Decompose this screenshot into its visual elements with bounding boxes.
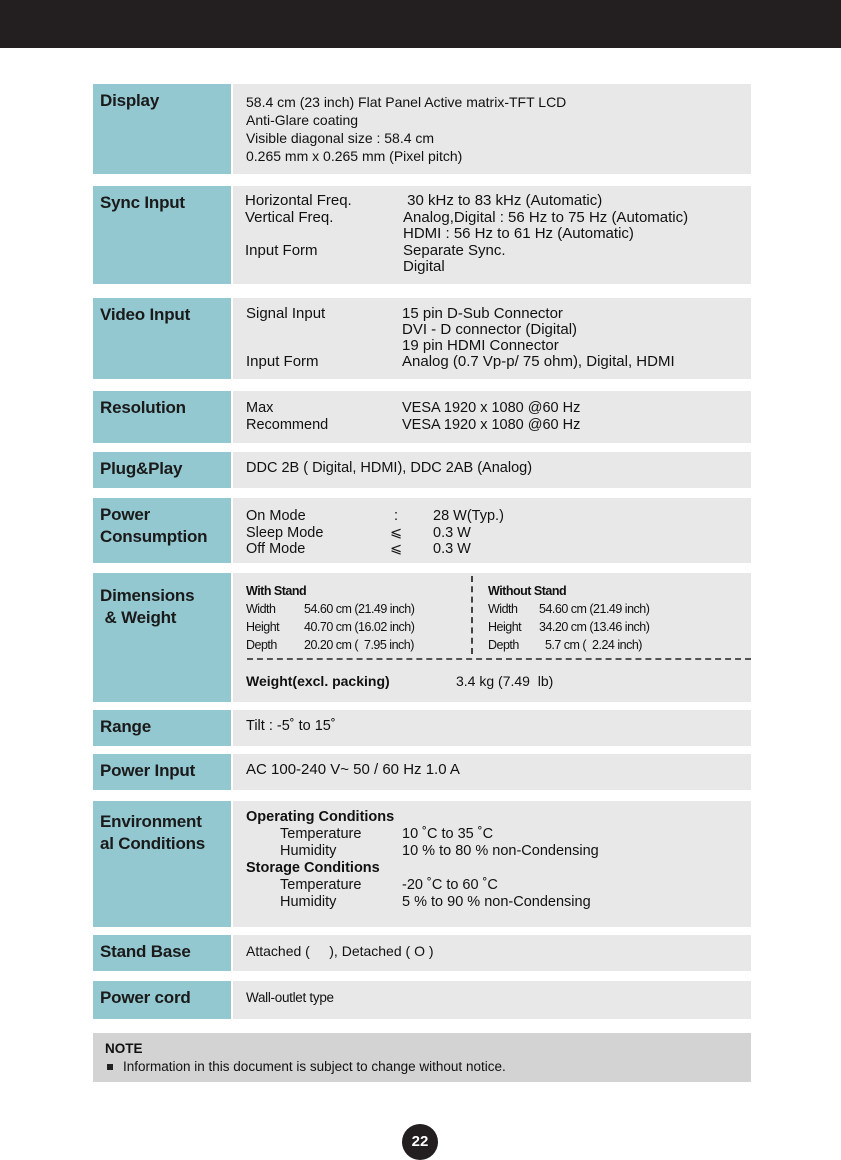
spec-row-power-consumption xyxy=(93,498,751,563)
without-stand-depth-key: Depth xyxy=(488,638,519,652)
dimensions-horizontal-divider xyxy=(247,658,751,660)
spec-row-sync-input xyxy=(93,186,751,284)
spec-label-power-cord: Power cord xyxy=(93,981,231,1019)
op-temperature-key: Temperature xyxy=(280,826,362,842)
display-line: 58.4 cm (23 inch) Flat Panel Active matrix-TFT LCD xyxy=(246,94,567,110)
spec-row-resolution xyxy=(93,391,751,443)
display-line: Anti-Glare coating xyxy=(246,112,359,128)
without-stand-height-value: 34.20 cm (13.46 inch) xyxy=(539,620,650,634)
st-humidity-value: 5 % to 90 % non-Condensing xyxy=(402,894,591,910)
storage-conditions-title: Storage Conditions xyxy=(246,860,380,876)
power-sleep-value: 0.3 W xyxy=(433,524,471,541)
power-on-key: On Mode xyxy=(246,508,306,524)
without-stand-title: Without Stand xyxy=(488,584,567,598)
spec-label-environment: Environment al Conditions xyxy=(93,801,231,927)
power-sleep-key: Sleep Mode xyxy=(246,524,324,541)
plug-play-value: DDC 2B ( Digital, HDMI), DDC 2AB (Analog) xyxy=(246,460,533,476)
video-signal-value-hdmi: 19 pin HDMI Connector xyxy=(402,337,559,354)
display-line: 0.265 mm x 0.265 mm (Pixel pitch) xyxy=(246,148,463,164)
power-off-value: 0.3 W xyxy=(433,541,471,557)
without-stand-width-key: Width xyxy=(488,602,518,616)
spec-value-sync-input xyxy=(233,186,751,284)
sync-horizontal-key: Horizontal Freq. xyxy=(245,192,352,209)
weight-key: Weight(excl. packing) xyxy=(246,673,390,689)
spec-value-environment xyxy=(233,801,751,927)
without-stand-height-key: Height xyxy=(488,620,522,634)
power-on-symbol: : xyxy=(394,508,399,524)
sync-input-form-value: Separate Sync. xyxy=(403,241,506,259)
with-stand-width-value: 54.60 cm (21.49 inch) xyxy=(304,602,415,616)
spec-row-power-input xyxy=(93,754,751,790)
spec-label-display: Display xyxy=(93,84,231,174)
spec-label-dimensions: Dimensions & Weight xyxy=(93,573,231,702)
spec-value-display xyxy=(233,84,751,174)
spec-label-plug-play: Plug&Play xyxy=(93,452,231,488)
note-title: NOTE xyxy=(105,1041,143,1056)
without-stand-width-value: 54.60 cm (21.49 inch) xyxy=(539,602,650,616)
power-input-value: AC 100-240 V~ 50 / 60 Hz 1.0 A xyxy=(246,761,460,778)
power-cord-value: Wall-outlet type xyxy=(246,990,334,1005)
with-stand-depth-value: 20.20 cm ( 7.95 inch) xyxy=(304,638,414,652)
sync-input-form-key: Input Form xyxy=(245,241,318,259)
st-temperature-key: Temperature xyxy=(280,877,362,893)
spec-label-range: Range xyxy=(93,710,231,746)
operating-conditions-title: Operating Conditions xyxy=(246,809,395,825)
range-value: Tilt : -5˚ to 15˚ xyxy=(246,718,336,734)
spec-label-video-input: Video Input xyxy=(93,298,231,379)
sync-vertical-value-hdmi: HDMI : 56 Hz to 61 Hz (Automatic) xyxy=(403,225,634,242)
display-line: Visible diagonal size : 58.4 cm xyxy=(246,130,435,146)
spec-row-dimensions xyxy=(93,573,751,702)
spec-value-stand-base xyxy=(233,935,751,971)
resolution-recommend-key: Recommend xyxy=(246,417,329,433)
spec-label-power-consumption: Power Consumption xyxy=(93,498,231,563)
video-input-form-value: Analog (0.7 Vp-p/ 75 ohm), Digital, HDMI xyxy=(402,353,675,370)
sync-input-form-value-digital: Digital xyxy=(403,258,445,275)
power-off-symbol: ⩽ xyxy=(390,541,403,557)
spec-label-power-input: Power Input xyxy=(93,754,231,790)
video-signal-key: Signal Input xyxy=(246,305,326,322)
bullet-square-icon xyxy=(107,1064,113,1070)
spec-row-stand-base xyxy=(93,935,751,971)
spec-label-sync-input: Sync Input xyxy=(93,186,231,284)
spec-value-video-input xyxy=(233,298,751,379)
video-signal-value-dvi: DVI - D connector (Digital) xyxy=(402,321,578,338)
with-stand-title: With Stand xyxy=(246,584,307,598)
op-temperature-value: 10 ˚C to 35 ˚C xyxy=(402,826,494,842)
note-box xyxy=(93,1033,751,1082)
spec-value-plug-play xyxy=(233,452,751,488)
spec-label-resolution: Resolution xyxy=(93,391,231,443)
sync-vertical-key: Vertical Freq. xyxy=(245,208,334,226)
op-humidity-key: Humidity xyxy=(280,843,337,859)
header-bar xyxy=(0,0,841,48)
power-on-value: 28 W(Typ.) xyxy=(433,508,504,524)
spec-value-dimensions xyxy=(233,573,751,702)
dimensions-with-stand xyxy=(246,582,414,654)
resolution-max-value: VESA 1920 x 1080 @60 Hz xyxy=(402,400,581,416)
with-stand-height-key: Height xyxy=(246,620,280,634)
st-humidity-key: Humidity xyxy=(280,894,337,910)
sync-horizontal-value: 30 kHz to 83 kHz (Automatic) xyxy=(403,192,603,209)
without-stand-depth-value: 5.7 cm ( 2.24 inch) xyxy=(539,638,642,652)
spec-row-display xyxy=(93,84,751,174)
resolution-max-key: Max xyxy=(246,400,274,416)
note-item xyxy=(105,1058,751,1076)
spec-value-resolution xyxy=(233,391,751,443)
sync-vertical-value: Analog,Digital : 56 Hz to 75 Hz (Automatic) xyxy=(403,208,689,226)
note-text: Information in this document is subject to change without notice. xyxy=(123,1059,506,1074)
with-stand-width-key: Width xyxy=(246,602,276,616)
power-off-key: Off Mode xyxy=(246,541,306,557)
spec-label-stand-base: Stand Base xyxy=(93,935,231,971)
video-input-form-key: Input Form xyxy=(246,353,319,370)
st-temperature-value: -20 ˚C to 60 ˚C xyxy=(402,877,498,893)
spec-row-plug-play xyxy=(93,452,751,488)
spec-value-power-consumption xyxy=(233,498,751,563)
stand-base-value: Attached ( ), Detached ( O ) xyxy=(246,943,434,959)
weight-value: 3.4 kg (7.49 lb) xyxy=(456,673,554,689)
resolution-recommend-value: VESA 1920 x 1080 @60 Hz xyxy=(402,417,581,433)
video-signal-value: 15 pin D-Sub Connector xyxy=(402,305,563,322)
spec-row-power-cord xyxy=(93,981,751,1019)
spec-row-video-input xyxy=(93,298,751,379)
spec-row-range xyxy=(93,710,751,746)
page-number: 22 xyxy=(402,1124,438,1160)
weight-line xyxy=(246,673,553,689)
spec-row-environment xyxy=(93,801,751,927)
dimensions-vertical-divider xyxy=(471,576,473,654)
spec-value-power-input xyxy=(233,754,751,790)
with-stand-height-value: 40.70 cm (16.02 inch) xyxy=(304,620,415,634)
with-stand-depth-key: Depth xyxy=(246,638,277,652)
spec-value-power-cord xyxy=(233,981,751,1019)
power-sleep-symbol: ⩽ xyxy=(390,524,403,541)
op-humidity-value: 10 % to 80 % non-Condensing xyxy=(402,843,599,859)
spec-value-range xyxy=(233,710,751,746)
dimensions-without-stand xyxy=(488,582,649,654)
